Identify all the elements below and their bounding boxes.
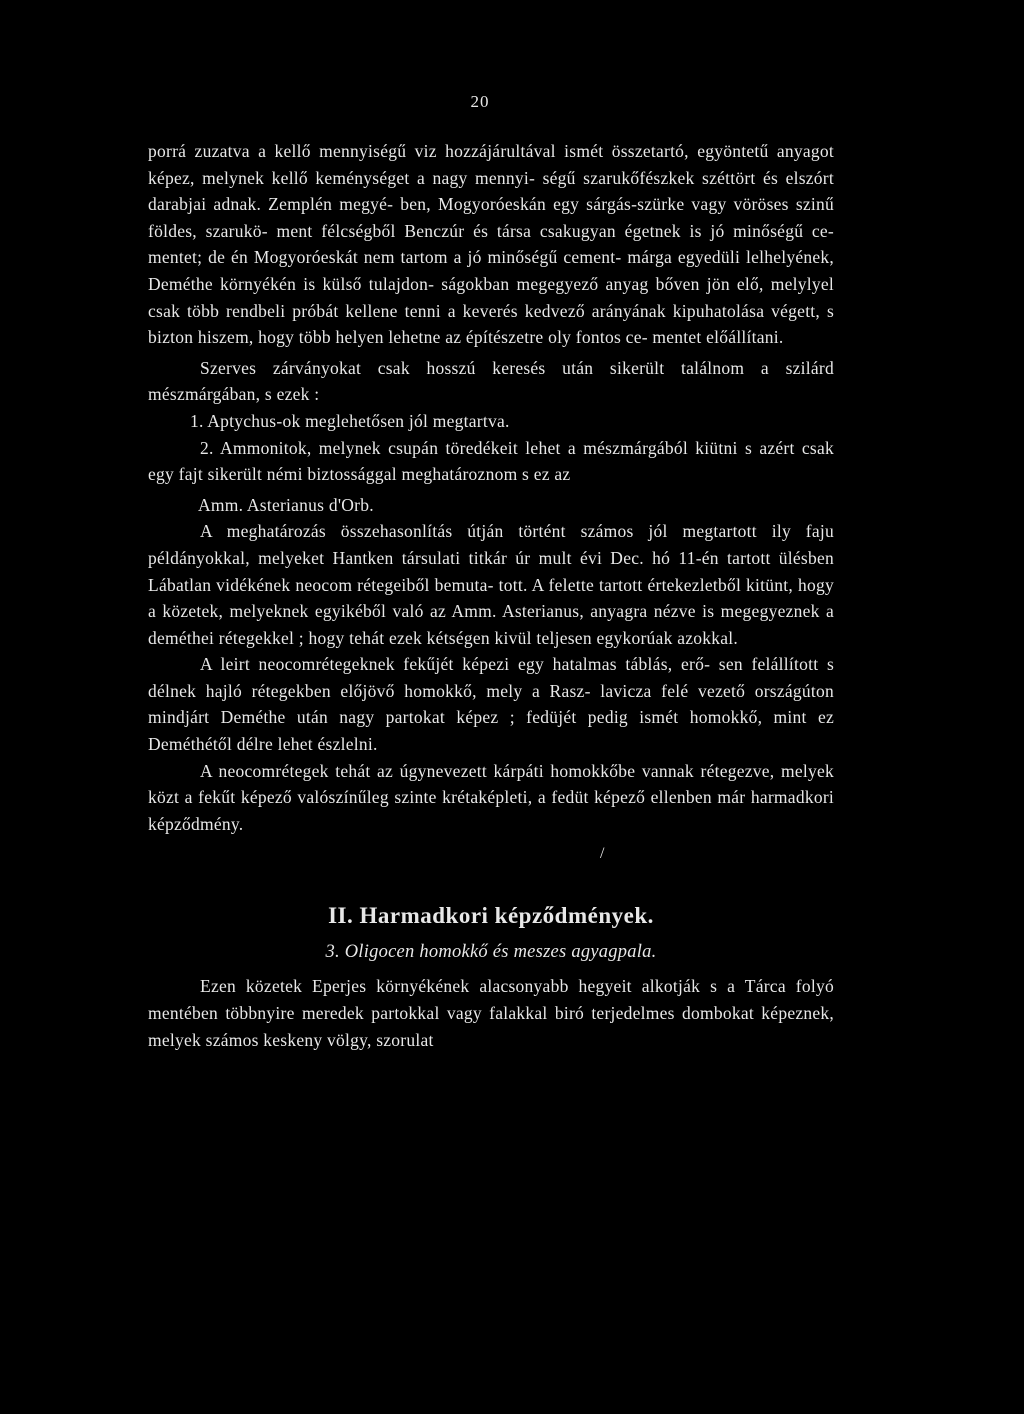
text-line: ily faju példányokkal, melyeket Hantken társulati titkár úr mult évi Dec. (148, 521, 834, 568)
text-line: A leirt neocomrétegeknek fekűjét képezi egy hatalmas táblás, erő- (200, 654, 711, 675)
text-line: kiütni s azért csak egy fajt sikerült némi biztossággal meghatároznom s (148, 437, 835, 485)
text-line: azokkal. (677, 627, 738, 648)
text-line: deméthei rétegekkel ; hogy tehát ezek kétségen kivül teljesen egykorúak (148, 627, 673, 648)
text-line: mentet; de én Mogyoróeskát nem tartom a jó minőségű cement- (148, 247, 622, 268)
text-line: 2. Ammonitok, melynek csupán töredékeit lehet a mészmárgából (200, 437, 688, 458)
text-line: ez az (533, 464, 571, 485)
text-line: próbát kellene tenni a keverés kedvező arányának kipuhatolása végett, (292, 300, 821, 321)
text-line: A neocomrétegek tehát az úgynevezett kárpáti homokkőbe vannak (200, 760, 694, 781)
paragraph-4 (148, 651, 834, 757)
text-line: fedüt képező ellenben már harmadkori képződmény. (148, 787, 835, 834)
text-line: Ezen közetek Eperjes környékének alacsonyabb hegyeit alkotják s (200, 976, 718, 997)
text-line: képez ; fedüjét pedig ismét homokkő, mint ez Deméthétől délre lehet (148, 707, 834, 755)
text-line: ben, Mogyoróeskán egy sárgás-szürke vagy vöröses szinű földes, szarukö- (148, 194, 835, 241)
text-line: s bizton hiszem, hogy több helyen lehetne az építészetre oly fontos ce- (148, 300, 835, 348)
section-heading: II. Harmadkori képződmények. (328, 903, 654, 929)
text-line: ment félcségből Benczúr és társa csakugyan égetnek is jó minőségű ce- (276, 220, 835, 241)
list-item-1: 1. Aptychus-ok meglehetősen jól megtartva. (190, 410, 510, 431)
text-line: észlelni. (317, 734, 378, 755)
text-line: hó 11-én tartott ülésben Lábatlan vidékének neocom rétegeiből bemuta- (148, 547, 835, 595)
text-line: ságokban megegyező anyag bőven jön elő, melylyel csak több rendbeli (148, 273, 834, 321)
document-body (148, 138, 834, 1053)
species-name: Amm. Asterianus d'Orb. (198, 494, 374, 515)
text-line: egyöntetű anyagot képez, melynek kellő keménységet a nagy mennyi- (148, 141, 834, 188)
page-number: 20 (470, 92, 490, 111)
text-line: a Tárca folyó mentében többnyire meredek partokkal vagy falakkal biró (148, 976, 834, 1024)
text-line: Szerves zárványokat csak hosszú keresés után sikerült találnom a (200, 357, 769, 378)
text-line: szilárd mészmárgában, s ezek : (148, 357, 835, 405)
list-item-2 (148, 435, 834, 488)
paragraph-1 (148, 138, 834, 351)
paragraph-3 (148, 518, 834, 651)
text-line: A meghatározás összehasonlítás útján történt számos jól megtartott (200, 521, 757, 542)
text-line: márga egyedüli lelhelyének, Deméthe környékén is külső tulajdon- (148, 247, 835, 294)
text-line: ségű szarukőfészkek széttört és elszórt darabjai adnak. Zemplén megyé- (148, 167, 834, 215)
paragraph-6 (148, 973, 834, 1053)
text-line: sen felállított s délnek hajló rétegekben előjövő homokkő, mely a Rasz- (148, 654, 835, 701)
stray-mark: / (600, 845, 605, 863)
text-line: egyikéből való az Amm. Asterianus, anyagra nézve is megegyeznek a (314, 601, 834, 622)
text-line: terjedelmes dombokat képeznek, melyek számos keskeny völgy, szorulat (148, 1003, 834, 1050)
section-subheading: 3. Oligocen homokkő és meszes agyagpala. (325, 942, 657, 963)
paragraph-5 (148, 758, 834, 838)
text-line: rétegezve, melyek közt a fekűt képező valószínűleg szinte krétaképleti, a (148, 760, 834, 808)
text-line: porrá zuzatva a kellő mennyiségű viz hozzájárultával ismét összetartó, (148, 141, 689, 161)
text-line: mentet előállítani. (652, 327, 784, 348)
text-line: lavicza felé vezető országúton mindjárt Deméthe után nagy partokat (148, 680, 835, 728)
paragraph-2 (148, 355, 834, 408)
text-line: tott. A felette tartott értekezletből kitünt, hogy a közetek, melyeknek (148, 574, 834, 622)
